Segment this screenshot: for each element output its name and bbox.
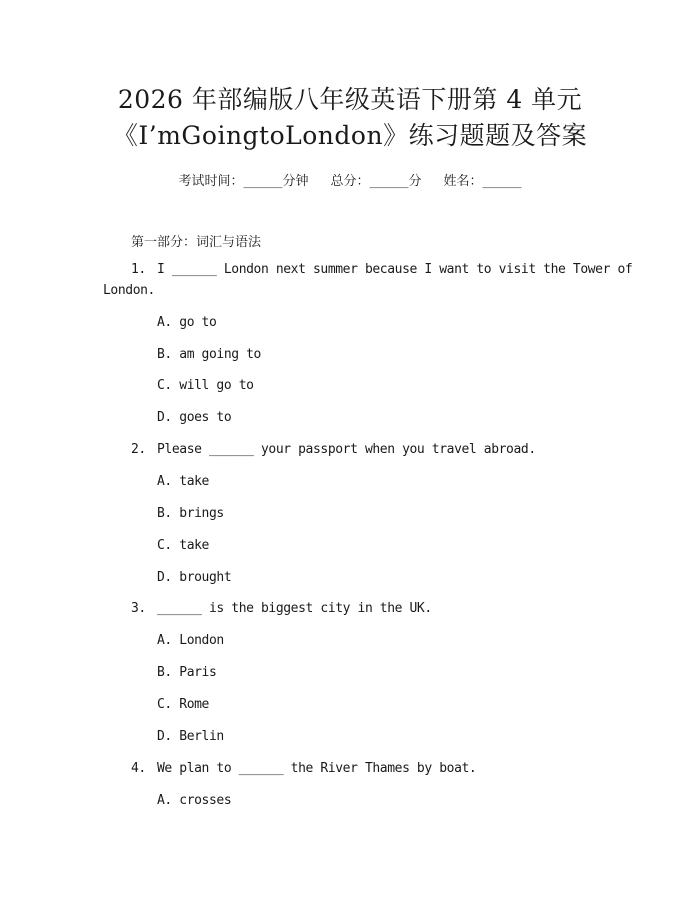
question-2-option-d: D. brought xyxy=(157,570,232,585)
question-text: We plan to ______ the River Thames by boat. xyxy=(157,761,477,776)
question-number: 3. xyxy=(131,601,146,616)
question-2-option-a: A. take xyxy=(157,474,209,489)
question-3-option-c: C. Rome xyxy=(157,697,209,712)
question-3-option-b: B. Paris xyxy=(157,665,217,680)
exam-meta xyxy=(0,170,700,189)
question-2-option-c: C. take xyxy=(157,538,209,553)
question-3-option-a: A. London xyxy=(157,633,224,648)
question-2-option-b: B. brings xyxy=(157,506,224,521)
question-3 xyxy=(131,601,432,616)
question-4 xyxy=(131,761,476,776)
question-1-option-b: B. am going to xyxy=(157,347,261,362)
question-text: I ______ London next summer because I want to visit the Tower of xyxy=(157,262,633,277)
question-1-option-a: A. go to xyxy=(157,315,217,330)
document-title-line2: 《I’mGoingtoLondon》练习题题及答案 xyxy=(112,121,588,150)
document-title-line1: 2026 年部编版八年级英语下册第 4 单元 xyxy=(117,85,583,114)
total-score: 总分：______分 xyxy=(330,174,422,189)
question-text: Please ______ your passport when you travel abroad. xyxy=(157,442,536,457)
section-heading: 第一部分：词汇与语法 xyxy=(131,235,262,250)
question-number: 1. xyxy=(131,262,146,277)
question-1 xyxy=(131,262,632,277)
question-1-option-c: C. will go to xyxy=(157,378,254,393)
question-number: 4. xyxy=(131,761,146,776)
question-3-option-d: D. Berlin xyxy=(157,729,224,744)
exam-time: 考试时间：______分钟 xyxy=(178,174,309,189)
question-text: ______ is the biggest city in the UK. xyxy=(157,601,432,616)
question-4-option-a: A. crosses xyxy=(157,793,232,808)
question-2 xyxy=(131,442,536,457)
question-1-continuation: London. xyxy=(103,283,155,298)
question-1-option-d: D. goes to xyxy=(157,410,232,425)
question-number: 2. xyxy=(131,442,146,457)
student-name: 姓名：______ xyxy=(443,174,522,189)
